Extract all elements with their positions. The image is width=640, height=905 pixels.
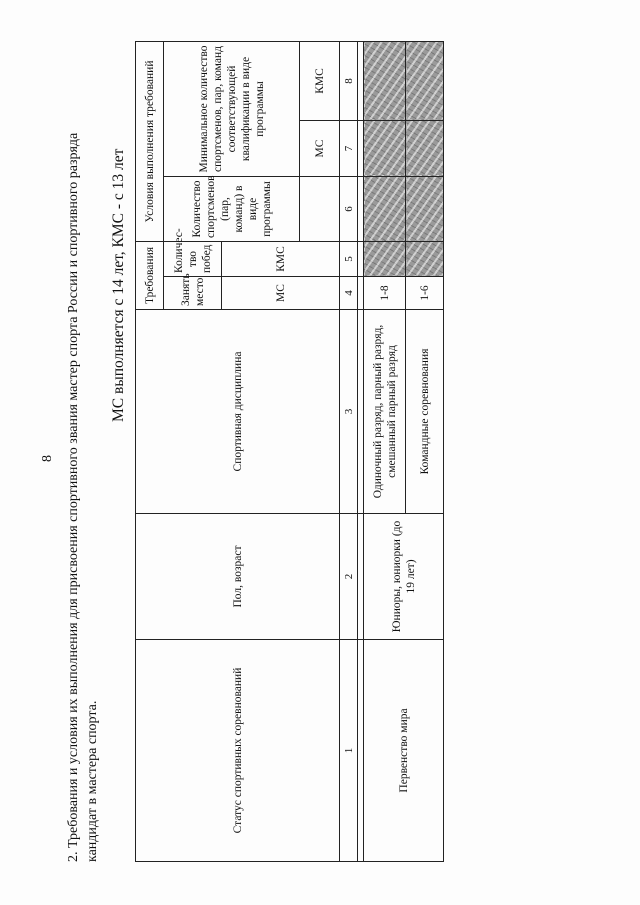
column-number: 6 <box>340 177 358 242</box>
header-status: Статус спортивных соревнований <box>136 640 340 862</box>
header-minimum-ms: МС <box>300 121 340 177</box>
shaded-cell <box>406 121 444 177</box>
column-number: 3 <box>340 310 358 514</box>
header-minimum-kms: КМС <box>300 41 340 120</box>
rotated-content <box>40 42 460 862</box>
cell-discipline: Командные соревнования <box>406 310 444 514</box>
cell-place: 1-8 <box>364 277 406 310</box>
cell-discipline: Одиночный разряд, парный разряд, смешанный парный разряд <box>364 310 406 514</box>
page-number: 8 <box>40 455 55 462</box>
shaded-cell <box>364 121 406 177</box>
age-note: МС выполняется с 14 лет, КМС - с 13 лет <box>110 148 127 422</box>
shaded-cell <box>406 177 444 242</box>
header-place-ms: МС <box>222 277 340 310</box>
shaded-cell <box>406 242 444 277</box>
column-number: 4 <box>340 277 358 310</box>
shaded-cell <box>364 242 406 277</box>
column-number: 7 <box>340 121 358 177</box>
header-place: Занять место <box>164 277 222 310</box>
column-number: 2 <box>340 514 358 640</box>
header-discipline: Спортивная дисциплина <box>136 310 340 514</box>
header-participants-sub <box>300 177 340 242</box>
column-number: 5 <box>340 242 358 277</box>
column-number: 8 <box>340 41 358 120</box>
requirements-table <box>135 41 444 862</box>
cell-status: Первенство мира <box>364 640 444 862</box>
header-gender-age: Пол, возраст <box>136 514 340 640</box>
header-wins: Количес-тво побед <box>164 242 222 277</box>
header-conditions: Условия выполнения требований <box>136 41 164 241</box>
shaded-cell <box>406 41 444 120</box>
shaded-cell <box>364 41 406 120</box>
header-participants: Количество спортсменов (пар, команд) в виде программы <box>164 177 300 242</box>
header-requirements: Требования <box>136 242 164 310</box>
shaded-cell <box>364 177 406 242</box>
cell-gender-age: Юниоры, юниорки (до 19 лет) <box>364 514 444 640</box>
column-number: 1 <box>340 640 358 862</box>
header-wins-kms: КМС <box>222 242 340 277</box>
header-minimum: Минимальное количество спортсменов, пар, команд соответствующей квалификации в виде программы <box>164 41 300 176</box>
intro-paragraph: 2. Требования и условия их выполнения для присвоения спортивного звания мастер спорта России и спортивного разряда кандидат в мастера спорта. <box>66 132 100 862</box>
cell-place: 1-6 <box>406 277 444 310</box>
